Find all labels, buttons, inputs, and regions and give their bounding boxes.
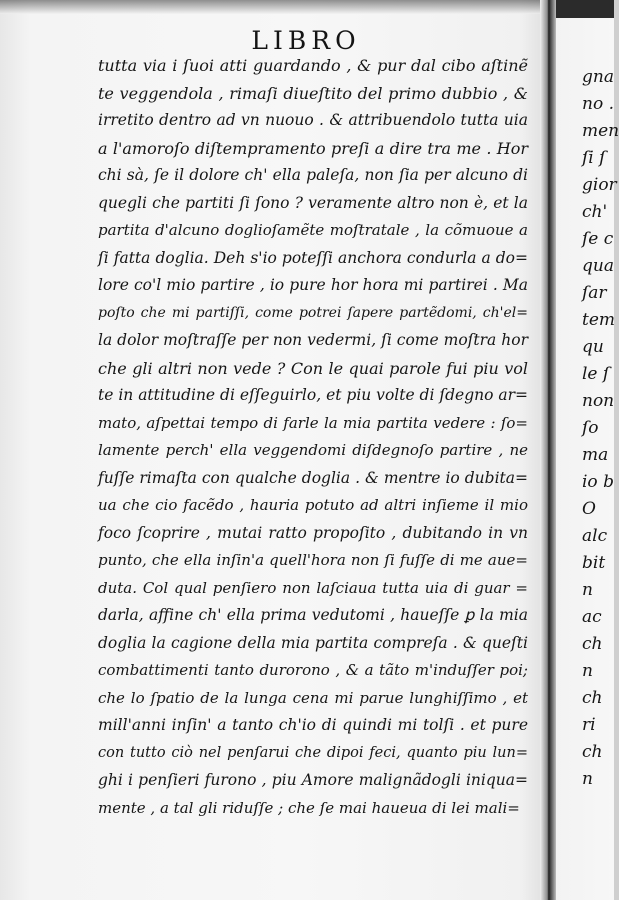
facing-page-line: ſar [582,283,607,303]
page-top-shadow [0,0,614,14]
text-line: irretito dentro ad vn nuouo . & attribuendolo tutta uia [98,111,528,129]
facing-page-line: ſi ſ [582,148,606,168]
facing-page-line: n [582,580,593,600]
facing-page-line: ma [582,445,609,465]
facing-page-line: gior [582,175,617,195]
text-line: darla, affine ch' ella prima vedutomi , haueſſe ꝑ la mia [98,606,528,624]
text-line: a l'amoroſo diſtempramento preſi a dire tra me . Hor [98,138,528,158]
facing-page-line: gna [582,67,614,87]
text-line: duta. Col qual penſiero non laſciaua tutta uia di guar = [98,578,528,597]
text-line: la dolor moſtraſſe per non vedermi, ſi come moſtra hor [98,331,528,349]
facing-page-line: alc [582,526,608,546]
text-line: ſi fatta doglia. Deh s'io poteſſi anchora condurla a do= [98,248,528,267]
facing-page-line: O [582,499,596,519]
facing-page-line: ch [582,688,603,708]
text-line: ghi i penſieri furono , piu Amore malignãdogli iniqua= [98,771,528,789]
facing-page-line: no . [582,94,614,114]
text-line: lore co'l mio partire , io pure hor hora mi partirei . Ma [98,276,528,294]
facing-page-line: bit [582,553,606,573]
text-line: mill'anni inſin' a tanto ch'io di quindi mi tolſi . et pure [98,716,528,734]
text-line: doglia la cagione della mia partita compreſa . & queſti [98,633,528,652]
text-line: con tutto ciò nel penſarui che dipoi feci, quanto piu lun= [98,744,528,761]
facing-page-line: ch' [582,202,608,222]
text-line: te veggendola , rimaſi diueſtito del primo dubbio , & [98,83,528,103]
facing-page-line: n [582,769,593,789]
text-line: che lo ſpatio de la lunga cena mi parue lunghiſſimo , et [98,688,528,707]
facing-page-line: le ſ [582,364,610,384]
facing-page-line: n [582,661,593,681]
text-line: mato, aſpettai tempo di farle la mia partita vedere : ſo= [98,413,528,432]
text-line: poſto che mi partiſſi, come potrei ſapere partẽdomi, ch'el= [98,304,528,321]
facing-page-line: ſo [582,418,599,438]
text-line: combattimenti tanto durorono , & a tãto m'induſſer poi; [98,661,528,679]
book-gutter [540,0,556,900]
facing-page-line: ac [582,607,602,627]
facing-page-shadow [556,0,614,18]
facing-page-line: qua [582,256,614,276]
facing-page-line: non [582,391,615,411]
facing-page-line: men [582,121,619,141]
facing-page-line: qu [582,337,604,357]
text-line: lamente perch' ella veggendomi diſdegnoſo partire , ne [98,441,528,459]
facing-page-line: io b [582,472,614,492]
facing-page-text [582,64,619,793]
text-line: foco ſcoprire , mutai ratto propoſito , dubitando in vn [98,523,528,542]
text-line: te in attitudine di eſſeguirlo, et piu volte di ſdegno ar= [98,386,528,404]
text-line: tutta via i ſuoi atti guardando , & pur dal cibo aſtinẽ [98,56,528,75]
text-line: quegli che partiti ſi ſono ? veramente altro non è, et la [98,193,528,212]
text-line: partita d'alcuno doglioſamẽte moſtratale , la cõmuoue a [98,221,528,239]
text-line: chi sà, ſe il dolore ch' ella paleſa, non ſia per alcuno di [98,166,528,184]
text-line: punto, che ella inſin'a quell'hora non ſi fuſſe di me aue= [98,551,528,569]
facing-page-line: ch [582,634,603,654]
text-line: ua che cio facẽdo , hauria potuto ad altri inſieme il mio [98,496,528,514]
text-line: mente , a tal gli riduſſe ; che ſe mai haueua di lei mali= [98,798,520,817]
running-head: LIBRO [251,26,361,55]
text-line: fuſſe rimaſta con qualche doglia . & mentre io dubita= [98,468,528,487]
facing-page-line: ri [582,715,596,735]
facing-page-line: ſe c [582,229,614,249]
text-line: che gli altri non vede ? Con le quai parole fui piu vol [98,358,528,378]
facing-page-line: ch [582,742,603,762]
main-text-block [98,52,528,822]
facing-page-line: tem [582,310,616,330]
